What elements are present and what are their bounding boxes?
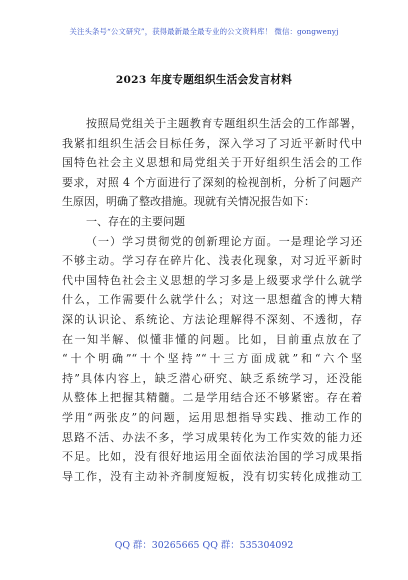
body-line: 国特色社会主义思想和局党组关于开好组织生活会的工作 <box>62 156 362 170</box>
body-line: 深的认识论、系统论、方法论理解得不深刻、不透彻，存 <box>62 312 362 326</box>
body-line: 在一知半解、似懂非懂的问题。比如，目前重点放在了 <box>62 332 362 346</box>
footer-contact: QQ 群：30265665 QQ 群：535304092 <box>114 540 294 551</box>
body-line: “十个明确”“十个坚持”“十三方面成就”和“六个坚 <box>62 352 362 366</box>
body-line: 不够主动。学习存在碎片化、浅表化现象，对习近平新时 <box>62 254 362 268</box>
body-line: 代中国特色社会主义思想的学习多是上级要求学什么就学 <box>62 273 362 287</box>
document-body <box>62 114 362 486</box>
body-line: （一）学习贯彻党的创新理论方面。一是理论学习还 <box>86 234 362 248</box>
body-line: 导工作，没有主动补齐制度短板，没有切实转化成推动工 <box>62 469 362 483</box>
body-line: 不足。比如，没有很好地运用全面依法治国的学习成果指 <box>62 450 362 464</box>
body-line: 生原因，明确了整改措施。现就有关情况报告如下： <box>62 195 315 209</box>
body-line: 持”具体内容上，缺乏潜心研究、缺乏系统学习，还没能 <box>62 371 362 385</box>
document-title: 2023 年度专题组织生活会发言材料 <box>115 74 293 86</box>
body-line: 按照局党组关于主题教育专题组织生活会的工作部署， <box>86 117 362 130</box>
body-line: 学用“两张皮”的问题，运用思想指导实践、推动工作的 <box>62 410 362 424</box>
body-line: 要求，对照 4 个方面进行了深刻的检视剖析，分析了问题产 <box>62 175 362 189</box>
header-notice: 关注头条号“公文研究”，获得最新最全最专业的公文资料库！ 微信：gongwenyj <box>69 27 339 36</box>
section-heading: 一、存在的主要问题 <box>86 214 185 228</box>
body-line: 什么，工作需要什么就学什么；对这一思想蕴含的博大精 <box>62 293 362 307</box>
body-line: 从整体上把握其精髓。二是学用结合还不够紧密。存在着 <box>62 391 362 405</box>
body-line: 我紧扣组织生活会目标任务，深入学习了习近平新时代中 <box>62 136 362 150</box>
body-line: 思路不活、办法不多，学习成果转化为工作实效的能力还 <box>62 430 362 444</box>
